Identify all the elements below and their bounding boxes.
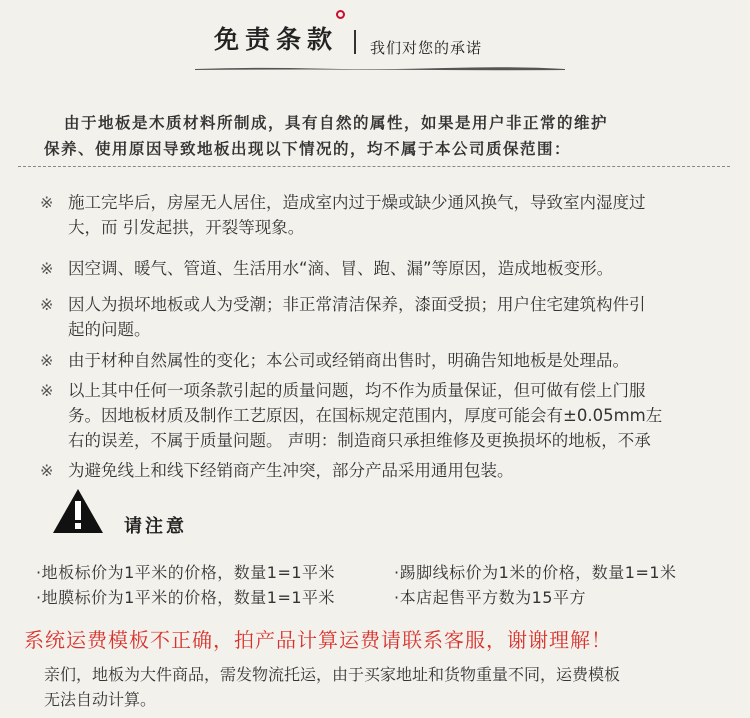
title-divider xyxy=(354,30,356,54)
term-line: 大，而 引发起拱，开裂等现象。 xyxy=(68,218,305,237)
reference-mark-icon: ※ xyxy=(40,351,54,370)
red-circle-ornament xyxy=(336,10,345,19)
page-title: 免责条款 xyxy=(214,25,339,54)
page-subtitle: 我们对您的承诺 xyxy=(370,39,483,57)
shipping-warning: 系统运费模板不正确，拍产品计算运费请联系客服，谢谢理解！ xyxy=(24,628,612,652)
notice-item: ·地膜标价为1平米的价格，数量1=1平米 xyxy=(36,588,336,607)
dashed-divider xyxy=(18,166,730,167)
term-line: 为避免线上和线下经销商产生冲突，部分产品采用通用包装。 xyxy=(68,461,514,480)
term-line: 因人为损坏地板或人为受潮；非正常清洁保养，漆面受损；用户住宅建筑构件引 xyxy=(68,295,646,314)
reference-mark-icon: ※ xyxy=(40,193,54,212)
brush-stroke-divider xyxy=(195,66,565,71)
term-line: 以上其中任何一项条款引起的质量问题，均不作为质量保证，但可做有偿上门服 xyxy=(68,381,646,400)
notice-item: ·踢脚线标价为1米的价格，数量1=1米 xyxy=(394,563,677,582)
reference-mark-icon: ※ xyxy=(40,381,54,400)
term-line: 施工完毕后，房屋无人居住，造成室内过于燥或缺少通风换气，导致室内湿度过 xyxy=(68,193,646,212)
warning-triangle-icon xyxy=(52,488,104,534)
shipping-note xyxy=(44,662,704,712)
shipping-note-line: 亲们，地板为大件商品，需发物流托运，由于买家地址和货物重量不同，运费模板 xyxy=(44,665,621,684)
reference-mark-icon: ※ xyxy=(40,461,54,480)
reference-mark-icon: ※ xyxy=(40,295,54,314)
notice-item: ·地板标价为1平米的价格，数量1=1平米 xyxy=(36,563,336,582)
reference-mark-icon: ※ xyxy=(40,259,54,278)
intro-line: 由于地板是木质材料所制成，具有自然的属性，如果是用户非正常的维护 xyxy=(64,113,609,132)
term-line: 务。因地板材质及制作工艺原因，在国标规定范围内，厚度可能会有±0.05mm左 xyxy=(68,406,663,425)
term-line: 右的误差，不属于质量问题。 声明：制造商只承担维修及更换损坏的地板，不承 xyxy=(68,431,651,450)
notice-item: ·本店起售平方数为15平方 xyxy=(394,588,586,607)
shipping-note-line: 无法自动计算。 xyxy=(44,690,157,709)
term-line: 因空调、暖气、管道、生活用水“滴、冒、跑、漏”等原因，造成地板变形。 xyxy=(68,259,614,278)
notice-title: 请注意 xyxy=(124,516,187,537)
term-line: 由于材种自然属性的变化；本公司或经销商出售时，明确告知地板是处理品。 xyxy=(68,351,629,370)
intro-line: 保养、使用原因导致地板出现以下情况的，均不属于本公司质保范围： xyxy=(44,139,572,158)
term-line: 起的问题。 xyxy=(68,320,151,339)
intro-paragraph xyxy=(44,110,704,162)
